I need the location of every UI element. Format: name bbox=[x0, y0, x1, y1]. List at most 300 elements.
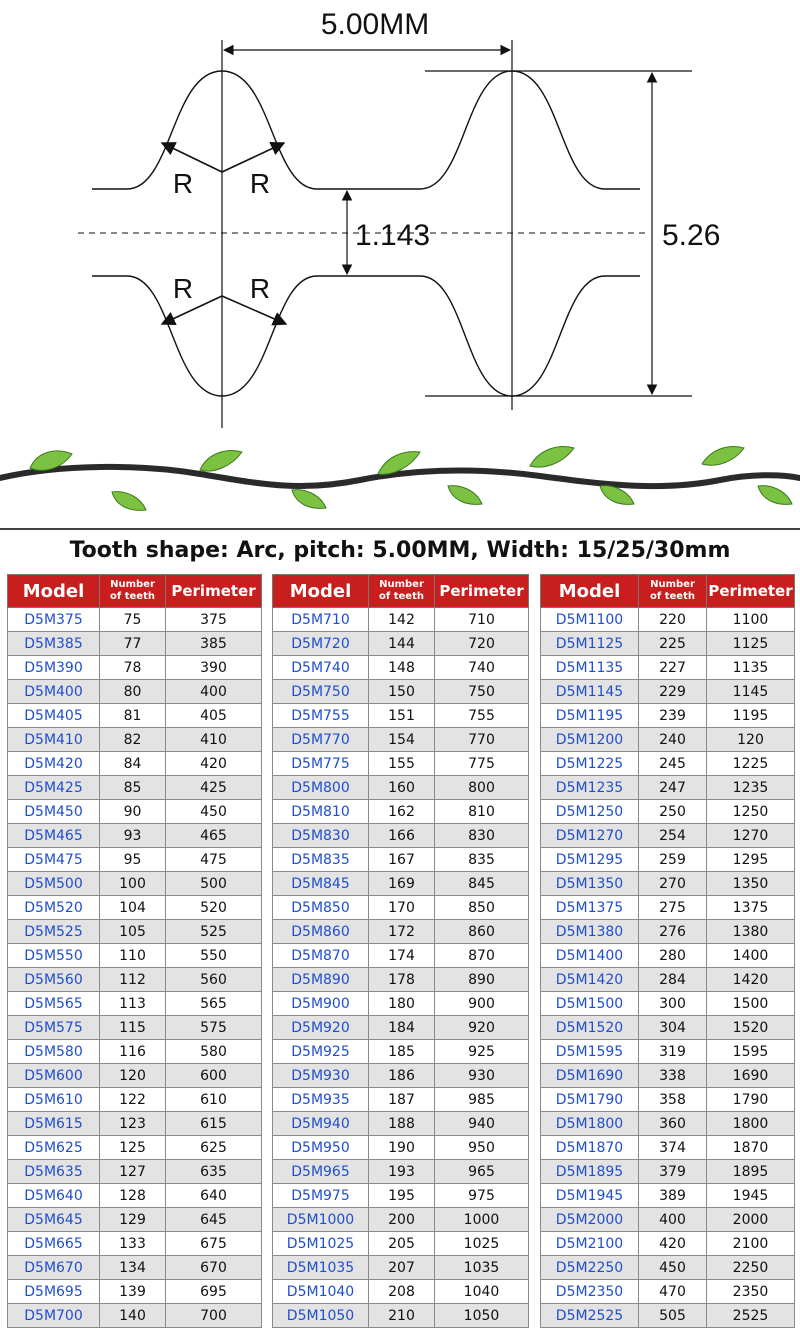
perimeter-cell: 645 bbox=[166, 1208, 262, 1232]
table-row bbox=[8, 1232, 262, 1256]
teeth-cell: 162 bbox=[369, 800, 435, 824]
table-row bbox=[273, 1016, 529, 1040]
table-row bbox=[273, 872, 529, 896]
teeth-cell: 104 bbox=[100, 896, 166, 920]
table-row bbox=[8, 944, 262, 968]
table-row bbox=[273, 968, 529, 992]
model-cell: D5M850 bbox=[273, 896, 369, 920]
teeth-cell: 90 bbox=[100, 800, 166, 824]
teeth-cell: 120 bbox=[100, 1064, 166, 1088]
teeth-cell: 210 bbox=[369, 1304, 435, 1328]
model-cell: D5M405 bbox=[8, 704, 100, 728]
perimeter-cell: 770 bbox=[435, 728, 529, 752]
perimeter-cell: 600 bbox=[166, 1064, 262, 1088]
model-cell: D5M1595 bbox=[541, 1040, 639, 1064]
teeth-cell: 247 bbox=[639, 776, 707, 800]
model-cell: D5M940 bbox=[273, 1112, 369, 1136]
table-row bbox=[273, 1136, 529, 1160]
model-cell: D5M1790 bbox=[541, 1088, 639, 1112]
perimeter-cell: 2525 bbox=[707, 1304, 795, 1328]
model-cell: D5M1195 bbox=[541, 704, 639, 728]
perimeter-cell: 450 bbox=[166, 800, 262, 824]
perimeter-cell: 800 bbox=[435, 776, 529, 800]
model-cell: D5M550 bbox=[8, 944, 100, 968]
perimeter-cell: 1500 bbox=[707, 992, 795, 1016]
table-row bbox=[273, 800, 529, 824]
perimeter-cell: 900 bbox=[435, 992, 529, 1016]
table-row bbox=[8, 968, 262, 992]
table-row bbox=[8, 1280, 262, 1304]
model-cell: D5M625 bbox=[8, 1136, 100, 1160]
teeth-cell: 205 bbox=[369, 1232, 435, 1256]
model-cell: D5M1375 bbox=[541, 896, 639, 920]
model-cell: D5M1050 bbox=[273, 1304, 369, 1328]
perimeter-cell: 1235 bbox=[707, 776, 795, 800]
table-row bbox=[541, 1136, 795, 1160]
spec-table-group-3 bbox=[540, 574, 795, 1328]
table-row bbox=[541, 680, 795, 704]
perimeter-cell: 1520 bbox=[707, 1016, 795, 1040]
table-row bbox=[8, 728, 262, 752]
table-row bbox=[273, 1232, 529, 1256]
model-cell: D5M410 bbox=[8, 728, 100, 752]
model-cell: D5M1145 bbox=[541, 680, 639, 704]
teeth-cell: 178 bbox=[369, 968, 435, 992]
model-cell: D5M665 bbox=[8, 1232, 100, 1256]
table-row bbox=[8, 680, 262, 704]
table-row bbox=[541, 848, 795, 872]
table-row bbox=[541, 1112, 795, 1136]
teeth-cell: 250 bbox=[639, 800, 707, 824]
perimeter-cell: 835 bbox=[435, 848, 529, 872]
model-cell: D5M1035 bbox=[273, 1256, 369, 1280]
perimeter-cell: 985 bbox=[435, 1088, 529, 1112]
teeth-cell: 389 bbox=[639, 1184, 707, 1208]
teeth-cell: 134 bbox=[100, 1256, 166, 1280]
teeth-cell: 270 bbox=[639, 872, 707, 896]
table-row bbox=[541, 1208, 795, 1232]
teeth-cell: 195 bbox=[369, 1184, 435, 1208]
perimeter-cell: 400 bbox=[166, 680, 262, 704]
column-header-model: Model bbox=[8, 575, 100, 608]
leaf-icon bbox=[200, 451, 242, 471]
table-row bbox=[273, 680, 529, 704]
perimeter-cell: 1690 bbox=[707, 1064, 795, 1088]
model-cell: D5M1125 bbox=[541, 632, 639, 656]
model-cell: D5M2100 bbox=[541, 1232, 639, 1256]
teeth-cell: 187 bbox=[369, 1088, 435, 1112]
model-cell: D5M1135 bbox=[541, 656, 639, 680]
teeth-cell: 360 bbox=[639, 1112, 707, 1136]
table-row bbox=[273, 1064, 529, 1088]
perimeter-cell: 920 bbox=[435, 1016, 529, 1040]
perimeter-cell: 1295 bbox=[707, 848, 795, 872]
teeth-cell: 151 bbox=[369, 704, 435, 728]
teeth-cell: 85 bbox=[100, 776, 166, 800]
teeth-cell: 125 bbox=[100, 1136, 166, 1160]
pitch-label: 5.00MM bbox=[320, 8, 430, 41]
table-row bbox=[8, 1040, 262, 1064]
table-row bbox=[8, 1136, 262, 1160]
table-row bbox=[8, 656, 262, 680]
model-cell: D5M1520 bbox=[541, 1016, 639, 1040]
table-row bbox=[541, 800, 795, 824]
teeth-cell: 84 bbox=[100, 752, 166, 776]
teeth-cell: 280 bbox=[639, 944, 707, 968]
spec-table-group-2 bbox=[272, 574, 529, 1328]
leaf-icon bbox=[448, 486, 482, 505]
leaf-icon bbox=[702, 447, 744, 466]
perimeter-cell: 465 bbox=[166, 824, 262, 848]
model-cell: D5M610 bbox=[8, 1088, 100, 1112]
perimeter-cell: 700 bbox=[166, 1304, 262, 1328]
perimeter-cell: 575 bbox=[166, 1016, 262, 1040]
model-cell: D5M600 bbox=[8, 1064, 100, 1088]
teeth-cell: 167 bbox=[369, 848, 435, 872]
perimeter-cell: 610 bbox=[166, 1088, 262, 1112]
model-cell: D5M700 bbox=[8, 1304, 100, 1328]
perimeter-cell: 1125 bbox=[707, 632, 795, 656]
teeth-cell: 172 bbox=[369, 920, 435, 944]
table-row bbox=[8, 1160, 262, 1184]
perimeter-cell: 750 bbox=[435, 680, 529, 704]
perimeter-cell: 870 bbox=[435, 944, 529, 968]
teeth-cell: 160 bbox=[369, 776, 435, 800]
model-cell: D5M1250 bbox=[541, 800, 639, 824]
teeth-cell: 374 bbox=[639, 1136, 707, 1160]
perimeter-cell: 475 bbox=[166, 848, 262, 872]
model-cell: D5M1380 bbox=[541, 920, 639, 944]
teeth-cell: 133 bbox=[100, 1232, 166, 1256]
perimeter-cell: 635 bbox=[166, 1160, 262, 1184]
table-row bbox=[273, 920, 529, 944]
table-row bbox=[541, 1064, 795, 1088]
model-cell: D5M755 bbox=[273, 704, 369, 728]
teeth-cell: 300 bbox=[639, 992, 707, 1016]
model-cell: D5M565 bbox=[8, 992, 100, 1016]
table-row bbox=[273, 728, 529, 752]
table-row bbox=[541, 1160, 795, 1184]
model-cell: D5M1040 bbox=[273, 1280, 369, 1304]
table-row bbox=[541, 896, 795, 920]
model-cell: D5M695 bbox=[8, 1280, 100, 1304]
model-cell: D5M920 bbox=[273, 1016, 369, 1040]
radius-label: R bbox=[249, 273, 271, 304]
perimeter-cell: 375 bbox=[166, 608, 262, 632]
perimeter-cell: 925 bbox=[435, 1040, 529, 1064]
perimeter-cell: 580 bbox=[166, 1040, 262, 1064]
column-header-perimeter: Perimeter bbox=[707, 575, 795, 608]
perimeter-cell: 740 bbox=[435, 656, 529, 680]
table-row bbox=[8, 1064, 262, 1088]
model-cell: D5M420 bbox=[8, 752, 100, 776]
perimeter-cell: 670 bbox=[166, 1256, 262, 1280]
table-row bbox=[8, 776, 262, 800]
table-row bbox=[8, 920, 262, 944]
perimeter-cell: 1800 bbox=[707, 1112, 795, 1136]
perimeter-cell: 1895 bbox=[707, 1160, 795, 1184]
model-cell: D5M1025 bbox=[273, 1232, 369, 1256]
table-row bbox=[541, 752, 795, 776]
perimeter-cell: 1000 bbox=[435, 1208, 529, 1232]
teeth-cell: 420 bbox=[639, 1232, 707, 1256]
leaf-icon bbox=[292, 490, 326, 509]
teeth-cell: 225 bbox=[639, 632, 707, 656]
model-cell: D5M1295 bbox=[541, 848, 639, 872]
model-cell: D5M1690 bbox=[541, 1064, 639, 1088]
teeth-cell: 150 bbox=[369, 680, 435, 704]
model-cell: D5M890 bbox=[273, 968, 369, 992]
teeth-cell: 116 bbox=[100, 1040, 166, 1064]
model-cell: D5M475 bbox=[8, 848, 100, 872]
teeth-cell: 319 bbox=[639, 1040, 707, 1064]
teeth-cell: 112 bbox=[100, 968, 166, 992]
teeth-cell: 239 bbox=[639, 704, 707, 728]
table-row bbox=[541, 1256, 795, 1280]
table-row bbox=[8, 824, 262, 848]
model-cell: D5M1400 bbox=[541, 944, 639, 968]
table-row bbox=[273, 1160, 529, 1184]
table-row bbox=[541, 944, 795, 968]
table-row bbox=[8, 704, 262, 728]
model-cell: D5M935 bbox=[273, 1088, 369, 1112]
perimeter-cell: 710 bbox=[435, 608, 529, 632]
teeth-cell: 105 bbox=[100, 920, 166, 944]
teeth-cell: 254 bbox=[639, 824, 707, 848]
perimeter-cell: 810 bbox=[435, 800, 529, 824]
teeth-cell: 123 bbox=[100, 1112, 166, 1136]
model-cell: D5M740 bbox=[273, 656, 369, 680]
model-cell: D5M390 bbox=[8, 656, 100, 680]
leaf-icon bbox=[758, 486, 792, 505]
perimeter-cell: 975 bbox=[435, 1184, 529, 1208]
perimeter-cell: 410 bbox=[166, 728, 262, 752]
perimeter-cell: 1225 bbox=[707, 752, 795, 776]
perimeter-cell: 500 bbox=[166, 872, 262, 896]
teeth-cell: 110 bbox=[100, 944, 166, 968]
perimeter-cell: 1380 bbox=[707, 920, 795, 944]
spec-table-panel bbox=[0, 528, 800, 1324]
table-row bbox=[273, 848, 529, 872]
model-cell: D5M1420 bbox=[541, 968, 639, 992]
table-row bbox=[8, 1184, 262, 1208]
teeth-cell: 128 bbox=[100, 1184, 166, 1208]
table-row bbox=[541, 1040, 795, 1064]
perimeter-cell: 390 bbox=[166, 656, 262, 680]
teeth-cell: 259 bbox=[639, 848, 707, 872]
table-row bbox=[273, 1088, 529, 1112]
teeth-cell: 200 bbox=[369, 1208, 435, 1232]
model-cell: D5M500 bbox=[8, 872, 100, 896]
spec-table-group-1 bbox=[7, 574, 262, 1328]
teeth-cell: 155 bbox=[369, 752, 435, 776]
teeth-cell: 276 bbox=[639, 920, 707, 944]
table-row bbox=[8, 752, 262, 776]
perimeter-cell: 1250 bbox=[707, 800, 795, 824]
table-row bbox=[8, 1208, 262, 1232]
table-row bbox=[273, 824, 529, 848]
table-row bbox=[8, 632, 262, 656]
teeth-cell: 190 bbox=[369, 1136, 435, 1160]
table-row bbox=[8, 1016, 262, 1040]
perimeter-cell: 1400 bbox=[707, 944, 795, 968]
model-cell: D5M1895 bbox=[541, 1160, 639, 1184]
perimeter-cell: 1025 bbox=[435, 1232, 529, 1256]
teeth-cell: 184 bbox=[369, 1016, 435, 1040]
model-cell: D5M830 bbox=[273, 824, 369, 848]
height-label: 5.26 bbox=[662, 219, 721, 252]
radius-label: R bbox=[172, 273, 194, 304]
perimeter-cell: 1595 bbox=[707, 1040, 795, 1064]
perimeter-cell: 830 bbox=[435, 824, 529, 848]
teeth-cell: 75 bbox=[100, 608, 166, 632]
column-header-model: Model bbox=[273, 575, 369, 608]
perimeter-cell: 675 bbox=[166, 1232, 262, 1256]
model-cell: D5M930 bbox=[273, 1064, 369, 1088]
teeth-cell: 140 bbox=[100, 1304, 166, 1328]
perimeter-cell: 890 bbox=[435, 968, 529, 992]
model-cell: D5M645 bbox=[8, 1208, 100, 1232]
model-cell: D5M950 bbox=[273, 1136, 369, 1160]
model-cell: D5M975 bbox=[273, 1184, 369, 1208]
perimeter-cell: 640 bbox=[166, 1184, 262, 1208]
perimeter-cell: 2250 bbox=[707, 1256, 795, 1280]
table-row bbox=[273, 1280, 529, 1304]
teeth-cell: 193 bbox=[369, 1160, 435, 1184]
model-cell: D5M750 bbox=[273, 680, 369, 704]
model-cell: D5M1000 bbox=[273, 1208, 369, 1232]
model-cell: D5M770 bbox=[273, 728, 369, 752]
table-row bbox=[273, 1184, 529, 1208]
table-row bbox=[541, 1016, 795, 1040]
gap-label: 1.143 bbox=[355, 219, 431, 252]
model-cell: D5M575 bbox=[8, 1016, 100, 1040]
perimeter-cell: 385 bbox=[166, 632, 262, 656]
perimeter-cell: 860 bbox=[435, 920, 529, 944]
table-row bbox=[273, 896, 529, 920]
perimeter-cell: 560 bbox=[166, 968, 262, 992]
teeth-cell: 227 bbox=[639, 656, 707, 680]
teeth-cell: 129 bbox=[100, 1208, 166, 1232]
leaf-icon bbox=[112, 492, 146, 511]
teeth-cell: 93 bbox=[100, 824, 166, 848]
model-cell: D5M580 bbox=[8, 1040, 100, 1064]
teeth-cell: 122 bbox=[100, 1088, 166, 1112]
teeth-cell: 275 bbox=[639, 896, 707, 920]
table-row bbox=[541, 1280, 795, 1304]
model-cell: D5M525 bbox=[8, 920, 100, 944]
model-cell: D5M450 bbox=[8, 800, 100, 824]
table-row bbox=[8, 848, 262, 872]
table-row bbox=[541, 656, 795, 680]
column-header-teeth: Number of teeth bbox=[100, 575, 166, 608]
teeth-cell: 220 bbox=[639, 608, 707, 632]
table-row bbox=[8, 800, 262, 824]
column-header-perimeter: Perimeter bbox=[166, 575, 262, 608]
perimeter-cell: 120 bbox=[707, 728, 795, 752]
model-cell: D5M870 bbox=[273, 944, 369, 968]
table-row bbox=[273, 632, 529, 656]
table-row bbox=[273, 704, 529, 728]
table-row bbox=[8, 1256, 262, 1280]
perimeter-cell: 965 bbox=[435, 1160, 529, 1184]
model-cell: D5M1100 bbox=[541, 608, 639, 632]
column-header-teeth: Number of teeth bbox=[639, 575, 707, 608]
perimeter-cell: 420 bbox=[166, 752, 262, 776]
table-row bbox=[273, 656, 529, 680]
model-cell: D5M1350 bbox=[541, 872, 639, 896]
table-row bbox=[8, 608, 262, 632]
perimeter-cell: 625 bbox=[166, 1136, 262, 1160]
teeth-cell: 400 bbox=[639, 1208, 707, 1232]
perimeter-cell: 2000 bbox=[707, 1208, 795, 1232]
perimeter-cell: 565 bbox=[166, 992, 262, 1016]
model-cell: D5M425 bbox=[8, 776, 100, 800]
table-row bbox=[273, 1040, 529, 1064]
table-title: Tooth shape: Arc, pitch: 5.00MM, Width: 15/25/30mm bbox=[69, 538, 731, 563]
model-cell: D5M835 bbox=[273, 848, 369, 872]
table-row bbox=[8, 992, 262, 1016]
table-row bbox=[541, 704, 795, 728]
model-cell: D5M400 bbox=[8, 680, 100, 704]
teeth-cell: 229 bbox=[639, 680, 707, 704]
perimeter-cell: 1135 bbox=[707, 656, 795, 680]
teeth-cell: 142 bbox=[369, 608, 435, 632]
teeth-cell: 505 bbox=[639, 1304, 707, 1328]
model-cell: D5M1500 bbox=[541, 992, 639, 1016]
teeth-cell: 113 bbox=[100, 992, 166, 1016]
perimeter-cell: 615 bbox=[166, 1112, 262, 1136]
perimeter-cell: 1100 bbox=[707, 608, 795, 632]
perimeter-cell: 1050 bbox=[435, 1304, 529, 1328]
table-row bbox=[273, 752, 529, 776]
teeth-cell: 80 bbox=[100, 680, 166, 704]
model-cell: D5M1235 bbox=[541, 776, 639, 800]
teeth-cell: 139 bbox=[100, 1280, 166, 1304]
perimeter-cell: 2100 bbox=[707, 1232, 795, 1256]
model-cell: D5M1800 bbox=[541, 1112, 639, 1136]
teeth-cell: 148 bbox=[369, 656, 435, 680]
perimeter-cell: 1270 bbox=[707, 824, 795, 848]
teeth-cell: 338 bbox=[639, 1064, 707, 1088]
table-row bbox=[541, 824, 795, 848]
teeth-cell: 127 bbox=[100, 1160, 166, 1184]
model-cell: D5M520 bbox=[8, 896, 100, 920]
table-row bbox=[541, 872, 795, 896]
teeth-cell: 186 bbox=[369, 1064, 435, 1088]
table-row bbox=[273, 1112, 529, 1136]
perimeter-cell: 2350 bbox=[707, 1280, 795, 1304]
column-header-model: Model bbox=[541, 575, 639, 608]
table-row bbox=[541, 920, 795, 944]
tooth-profile-diagram bbox=[0, 0, 800, 440]
perimeter-cell: 1035 bbox=[435, 1256, 529, 1280]
perimeter-cell: 1790 bbox=[707, 1088, 795, 1112]
perimeter-cell: 930 bbox=[435, 1064, 529, 1088]
table-row bbox=[8, 1088, 262, 1112]
perimeter-cell: 525 bbox=[166, 920, 262, 944]
teeth-cell: 95 bbox=[100, 848, 166, 872]
teeth-cell: 180 bbox=[369, 992, 435, 1016]
perimeter-cell: 1375 bbox=[707, 896, 795, 920]
perimeter-cell: 1195 bbox=[707, 704, 795, 728]
perimeter-cell: 775 bbox=[435, 752, 529, 776]
perimeter-cell: 695 bbox=[166, 1280, 262, 1304]
vine-decoration bbox=[0, 440, 800, 520]
table-row bbox=[8, 872, 262, 896]
perimeter-cell: 1040 bbox=[435, 1280, 529, 1304]
perimeter-cell: 845 bbox=[435, 872, 529, 896]
